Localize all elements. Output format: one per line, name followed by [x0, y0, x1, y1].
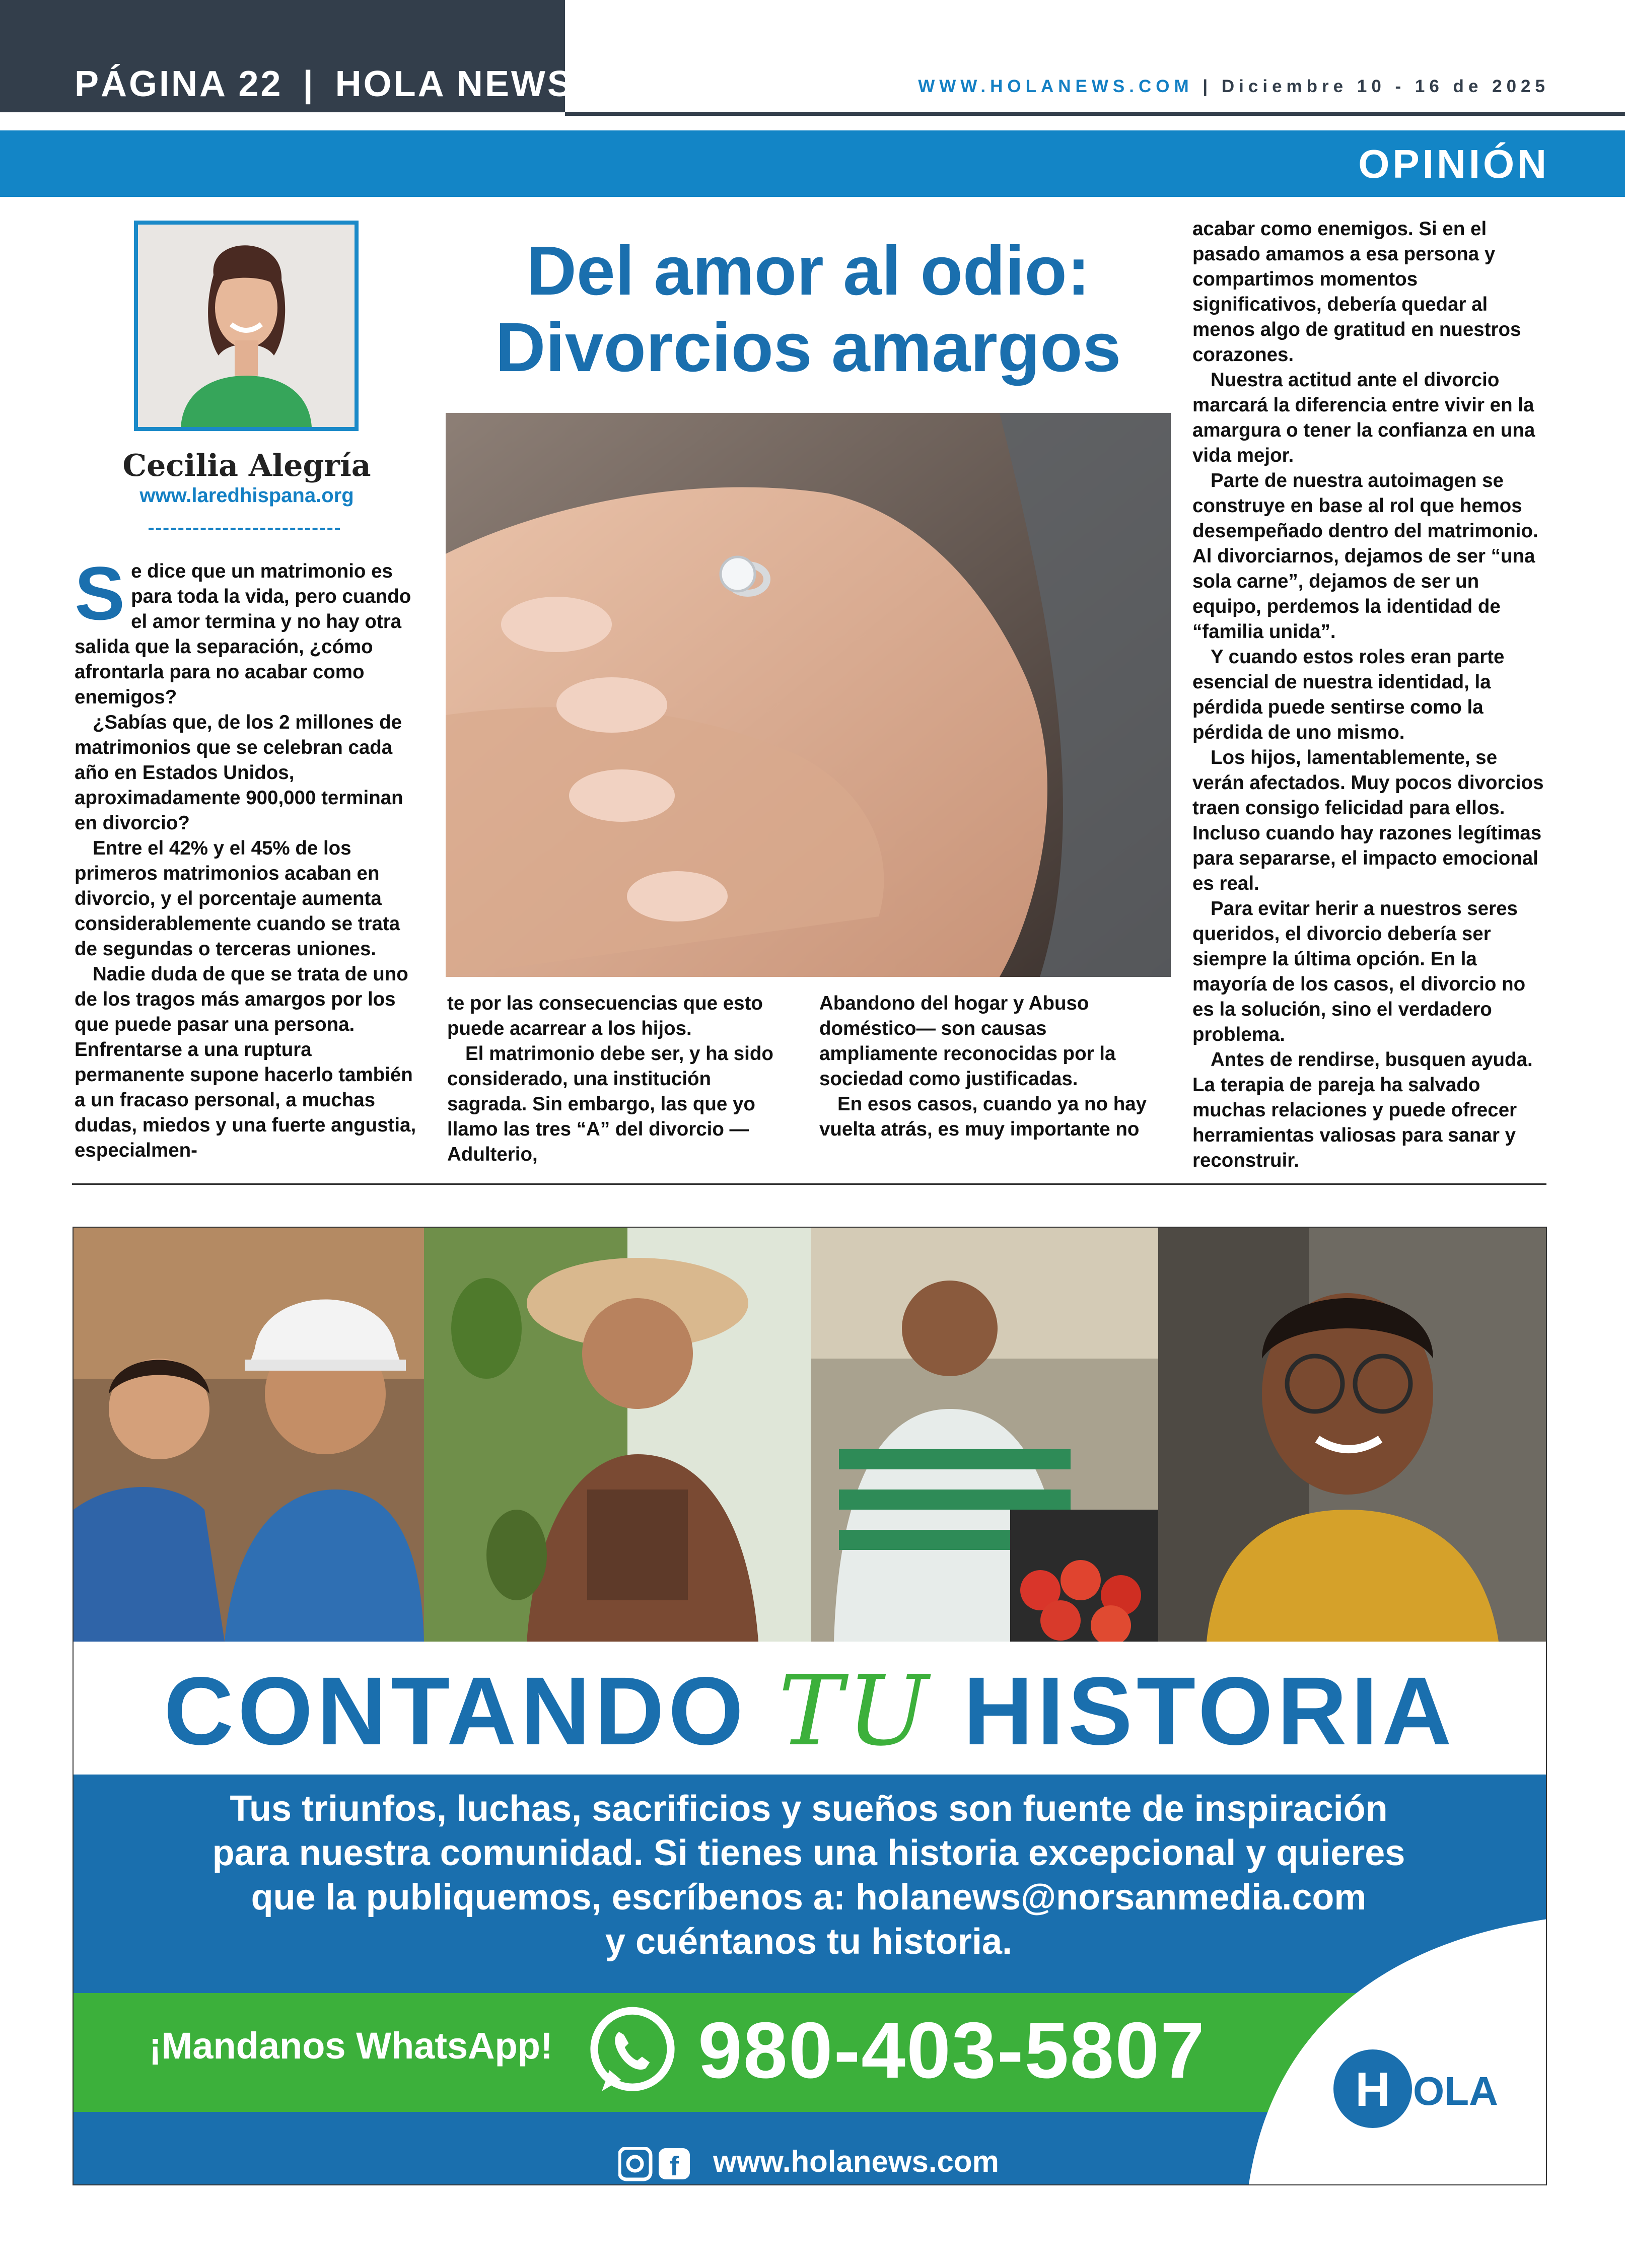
- ad-headline-word-3: HISTORIA: [963, 1657, 1456, 1765]
- article-paragraph: Y cuando estos roles eran parte esencial de nuestra identidad, la pérdida puede sentirse como la pérdida de uno mismo.: [1192, 646, 1505, 743]
- instagram-icon: [619, 2148, 651, 2179]
- ad-body-line: y cuéntanos tu historia.: [605, 1922, 1013, 1962]
- article-paragraph: Nadie duda de que se trata de uno de los tragos más amargos por los que puede pasar una persona. Enfrentarse a una ruptura permanente supone hacerlo también a un fracaso personal, a muchas dudas, miedos y una fuerte angustia, especialmen-: [75, 963, 416, 1161]
- ad-headline-word-1: CONTANDO: [164, 1657, 748, 1765]
- article-paragraph: Para evitar herir a nuestros seres queridos, el divorcio debería ser siempre la última opción. En la mayoría de los casos, el divorcio no es la solución, sino el verdadero problema.: [1192, 898, 1526, 1045]
- article-paragraph: te por las consecuencias que esto puede acarrear a los hijos.: [447, 993, 763, 1039]
- article-title-line-1: Del amor al odio:: [526, 232, 1090, 310]
- article-column-3: [819, 991, 1167, 1142]
- advertisement[interactable]: [73, 1227, 1547, 2185]
- hola-logo-badge: [1247, 1918, 1547, 2185]
- article-paragraph: En esos casos, cuando ya no hay vuelta atrás, es muy importante no: [819, 1093, 1147, 1140]
- hola-logo-rest: OLA: [1413, 2069, 1498, 2113]
- article-paragraph: Abandono del hogar y Abuso doméstico— son causas ampliamente reconocidas por la sociedad como justificadas.: [819, 993, 1116, 1090]
- article-column-1: [75, 551, 425, 1163]
- whatsapp-icon[interactable]: [585, 2003, 680, 2099]
- article-paragraph: Nuestra actitud ante el divorcio marcará la diferencia entre vivir en la amargura o tener la confianza en una vida mejor.: [1192, 369, 1535, 466]
- photo-farmer-avocado: [424, 1228, 811, 1642]
- ad-body-line: para nuestra comunidad. Si tienes una historia excepcional y quieres: [212, 1833, 1405, 1873]
- ad-headline: [74, 1655, 1546, 1767]
- page-number: PÁGINA 22: [75, 64, 283, 104]
- whatsapp-phone-number[interactable]: 980-403-5807: [698, 2006, 1206, 2095]
- article-title-line-2: Divorcios amargos: [495, 309, 1121, 386]
- article-paragraph: Los hijos, lamentablemente, se verán afectados. Muy pocos divorcios traen consigo felicidad para ellos. Incluso cuando hay razones legítimas para separarse, el impacto emocional es real.: [1192, 747, 1544, 894]
- hola-logo-initial: H: [1355, 2063, 1390, 2116]
- header-separator: |: [303, 64, 315, 104]
- article-paragraph: Antes de rendirse, busquen ayuda. La terapia de pareja ha salvado muchas relaciones y puede ofrecer herramientas valiosas para sanar y reconstruir.: [1192, 1049, 1533, 1171]
- author-photo: [134, 221, 359, 431]
- engagement-ring-photo: [446, 413, 1171, 977]
- ad-body-line: que la publiquemos, escríbenos a: holanews@norsanmedia.com: [251, 1877, 1367, 1918]
- article-paragraph: acabar como enemigos. Si en el pasado amamos a esa persona y compartimos momentos significativos, debería quedar al menos algo de gratitud en nuestros corazones.: [1192, 218, 1521, 366]
- article-column-4: [1192, 217, 1550, 1173]
- article-paragraph: ¿Sabías que, de los 2 millones de matrimonios que se celebran cada año en Estados Unidos, aproximadamente 900,000 terminan en divorcio?: [75, 712, 403, 834]
- header-dateline: [918, 77, 1549, 97]
- svg-text:f: f: [670, 2151, 679, 2181]
- dateline-separator: |: [1193, 77, 1222, 96]
- author-name: Cecilia Alegría: [122, 448, 371, 483]
- article-bottom-rule: [72, 1183, 1546, 1185]
- section-label: OPINIÓN: [1358, 141, 1549, 186]
- issue-date: Diciembre 10 - 16 de 2025: [1221, 77, 1549, 96]
- article-paragraph: El matrimonio debe ser, y ha sido considerado, una institución sagrada. Sin embargo, las que yo llamo las tres “A” del divorcio —Adulterio,: [447, 1043, 773, 1165]
- photo-man-tomatoes: [811, 1228, 1158, 1642]
- social-icons: [618, 2147, 694, 2182]
- article-paragraph: Entre el 42% y el 45% de los primeros matrimonios acaban en divorcio, y el porcentaje aumenta considerablemente cuando se trata de segundas o terceras uniones.: [75, 837, 400, 960]
- ad-website-link[interactable]: www.holanews.com: [713, 2145, 999, 2178]
- photo-worker-child: [74, 1228, 424, 1642]
- article-column-2: [447, 991, 795, 1167]
- author-website-link[interactable]: www.laredhispana.org: [139, 484, 354, 507]
- whatsapp-label: ¡Mandanos WhatsApp!: [149, 2025, 553, 2067]
- ad-headline-word-2: TU: [778, 1655, 933, 1767]
- article-title: [443, 233, 1173, 386]
- drop-cap: S: [75, 551, 125, 635]
- article-paragraph: Parte de nuestra autoimagen se construye en base al rol que hemos desempeñado dentro del matrimonio. Al divorciarnos, dejamos de ser “una sola carne”, dejamos de ser un equipo, perdemos la identidad de “familia unida”.: [1192, 470, 1538, 643]
- header-website-link[interactable]: WWW.HOLANEWS.COM: [918, 77, 1193, 96]
- photo-woman-glasses: [1158, 1228, 1546, 1642]
- author-divider: [149, 528, 340, 530]
- header-page-label: [75, 61, 574, 107]
- ad-body-line: Tus triunfos, luchas, sacrificios y sueños son fuente de inspiración: [230, 1789, 1388, 1829]
- publication-name: HOLA NEWS: [335, 64, 574, 104]
- community-photos: [74, 1228, 1546, 1642]
- article-paragraph: [75, 551, 425, 710]
- lead-text: e dice que un matrimonio es para toda la vida, pero cuando el amor termina y no hay otra salida que la separación, ¿cómo afrontarla para no acabar como enemigos?: [75, 560, 411, 708]
- header-rule: [565, 112, 1625, 116]
